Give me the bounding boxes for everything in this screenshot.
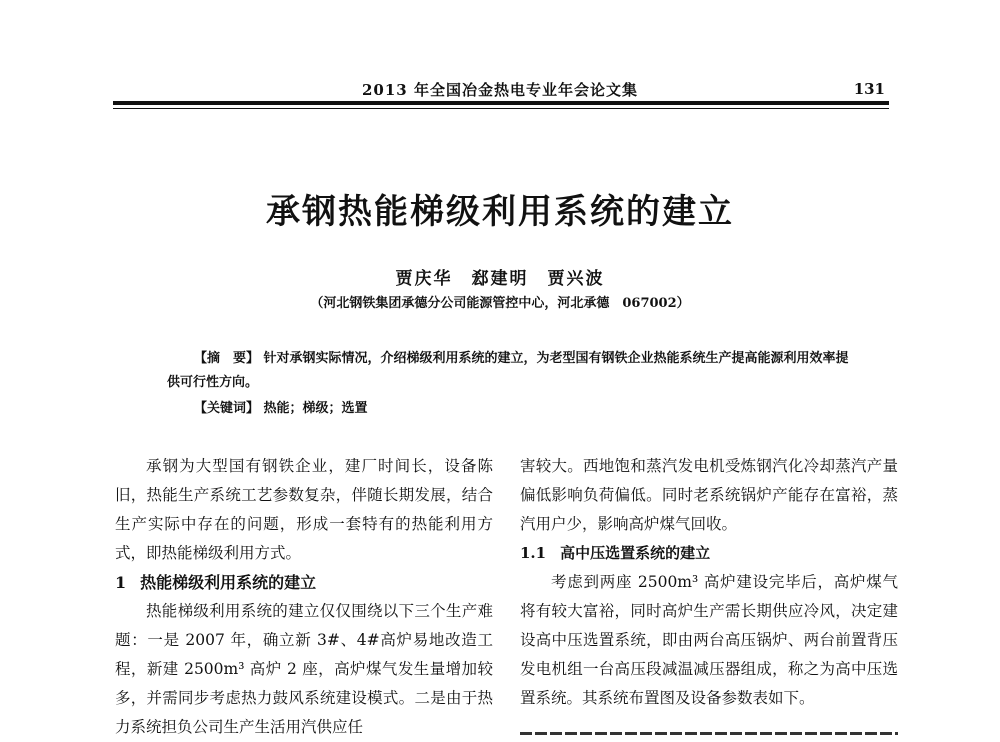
abstract-label: 【摘 要】 [194,351,260,366]
page-number: 131 [853,80,885,98]
authors: 贾庆华 郄建明 贾兴波 [395,269,605,289]
keywords [194,397,368,416]
keywords-text: 热能；梯级；选置 [263,401,368,416]
header-rule-thick [113,101,889,105]
intro-paragraph: 承钢为大型国有钢铁企业，建厂时间长，设备陈旧，热能生产系统工艺参数复杂，伴随长期发展，结合生产实际中存在的问题，形成一套特有的热能利用方式，即热能梯级利用方式。 [115,457,493,562]
section-title: 热能梯级利用系统的建立 [140,573,317,592]
right-column [520,452,898,713]
cut-off-line [520,728,898,735]
affiliation: （河北钢铁集团承德分公司能源管控中心，河北承德 067002） [310,296,690,311]
subsection-paragraph: 考虑到两座 2500m³ 高炉建设完毕后，高炉煤气将有较大富裕，同时高炉生产需长期供应冷风，决定建设高中压选置系统，即由两台高压锅炉、两台前置背压发电机组一台高压段减温减压器组成，称之为高中压选置系统。其系统布置图及设备参数表如下。 [520,573,898,707]
article-title: 承钢热能梯级利用系统的建立 [266,192,734,232]
abstract-text: 针对承钢实际情况，介绍梯级利用系统的建立，为老型国有钢铁企业热能系统生产提高能源利用效率提供可行性方向。 [167,351,849,390]
subsection-title: 高中压选置系统的建立 [560,544,711,562]
abstract [167,347,857,395]
keywords-label: 【关键词】 [194,401,260,416]
continued-paragraph: 害较大。西地饱和蒸汽发电机受炼钢汽化冷却蒸汽产量偏低影响负荷偏低。同时老系统锅炉产能存在富裕，蒸汽用户少，影响高炉煤气回收。 [520,457,898,533]
section-number: 1 [115,573,127,592]
section-paragraph: 热能梯级利用系统的建立仅仅围绕以下三个生产难题：一是 2007 年，确立新 3#、4#高炉易地改造工程，新建 2500m³ 高炉 2 座，高炉煤气发生量增加较多，并需同步考虑热力鼓风系统建设模式。二是由于热力系统担负公司生产生活用汽供应任 [115,602,493,736]
subsection-heading [520,539,898,568]
section-heading [115,568,493,597]
running-header: 2013 年全国冶金热电专业年会论文集 [362,81,638,99]
header-rule-thin [113,108,889,109]
left-column [115,452,493,742]
subsection-number: 1.1 [520,544,547,562]
